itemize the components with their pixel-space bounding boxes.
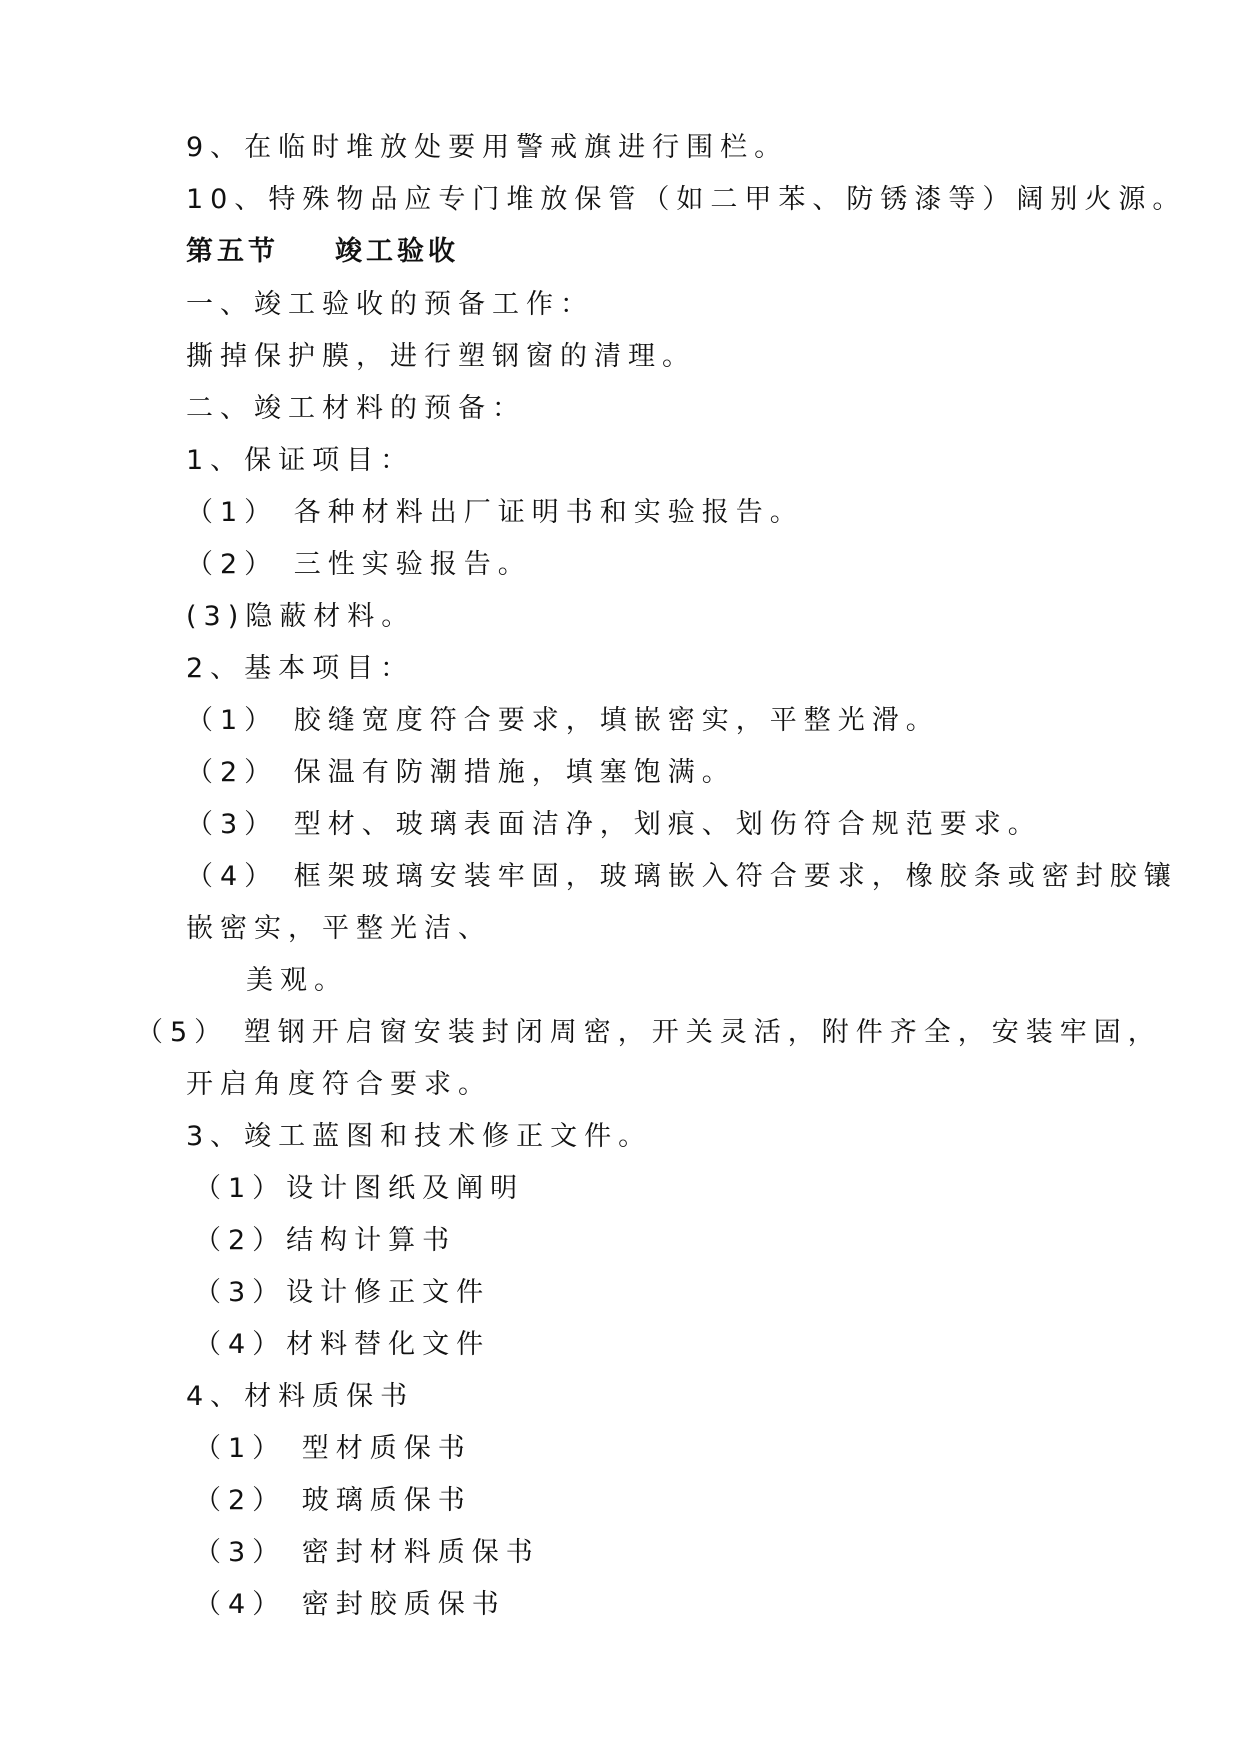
text-line: （1） 型材质保书 [194,1433,472,1464]
text-line: （4） 框架玻璃安装牢固，玻璃嵌入符合要求，橡胶条或密封胶镶 [186,861,1178,892]
text-line: 美观。 [246,965,348,996]
text-line: 嵌密实，平整光洁、 [186,913,492,944]
section-number: 第五节 [186,236,279,267]
text-line: （3）设计修正文件 [194,1277,491,1308]
text-line: （4）材料替化文件 [194,1329,491,1360]
text-line: 一、竣工验收的预备工作： [186,289,594,320]
text-line: 撕掉保护膜，进行塑钢窗的清理。 [186,341,696,372]
text-line: （3） 密封材料质保书 [194,1537,540,1568]
text-line: （2） 三性实验报告。 [186,549,532,580]
text-line: （2）结构计算书 [194,1225,457,1256]
text-line: 3、竣工蓝图和技术修正文件。 [186,1121,653,1152]
text-line: （5） 塑钢开启窗安装封闭周密，开关灵活，附件齐全，安装牢固， [136,1017,1162,1048]
text-line: （4） 密封胶质保书 [194,1589,506,1620]
section-title: 竣工验收 [335,236,459,267]
text-line: 10、特殊物品应专门堆放保管（如二甲苯、防锈漆等）阔别火源。 [186,184,1187,215]
section-heading [186,235,459,269]
text-line: （1） 各种材料出厂证明书和实验报告。 [186,497,804,528]
text-line: 1、保证项目： [186,445,415,476]
text-line: 2、基本项目： [186,653,415,684]
text-line: 二、竣工材料的预备： [186,393,526,424]
text-line: 开启角度符合要求。 [186,1069,492,1100]
text-line: （2） 玻璃质保书 [194,1485,472,1516]
text-line: （1）设计图纸及阐明 [194,1173,525,1204]
text-line: （2） 保温有防潮措施，填塞饱满。 [186,757,736,788]
text-line: 9、在临时堆放处要用警戒旗进行围栏。 [186,132,789,163]
text-line: （1） 胶缝宽度符合要求，填嵌密实，平整光滑。 [186,705,940,736]
text-line: （3） 型材、玻璃表面洁净，划痕、划伤符合规范要求。 [186,809,1042,840]
text-line: (3)隐蔽材料。 [186,601,416,632]
text-line: 4、材料质保书 [186,1381,415,1412]
